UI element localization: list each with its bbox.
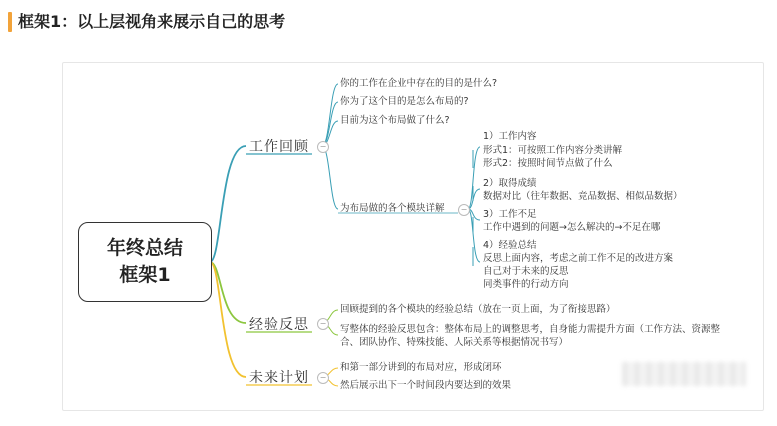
detail-item: 自己对于未来的反思 — [483, 266, 569, 277]
branch-experience-reflection[interactable]: 经验反思 — [249, 317, 309, 333]
detail-item: 形式2：按照时间节点做了什么 — [483, 158, 613, 169]
collapse-icon[interactable]: − — [317, 372, 329, 384]
list-item: 你的工作在企业中存在的目的是什么? — [340, 78, 498, 89]
detail-item: 1）工作内容 — [483, 131, 537, 142]
detail-item: 同类事件的行动方向 — [483, 279, 569, 290]
blurred-watermark — [622, 362, 746, 386]
collapse-icon[interactable]: − — [317, 318, 329, 330]
detail-item: 3）工作不足 — [483, 209, 537, 220]
list-item: 合、团队协作、特殊技能、人际关系等根据情况书写） — [340, 337, 569, 348]
detail-item: 形式1：可按照工作内容分类讲解 — [483, 145, 623, 156]
list-item: 回顾提到的各个模块的经验总结（放在一页上面，为了衔接思路） — [340, 304, 616, 315]
list-item: 写整体的经验反思包含：整体布局上的调整思考，自身能力需提升方面（工作方法、资源整 — [340, 324, 721, 335]
branch-work-review[interactable]: 工作回顾 — [249, 139, 309, 155]
list-item: 和第一部分讲到的布局对应，形成闭环 — [340, 362, 502, 373]
branch-future-plan[interactable]: 未来计划 — [249, 370, 309, 386]
detail-item: 2）取得成绩 — [483, 178, 537, 189]
list-item: 你为了这个目的是怎么布局的? — [340, 96, 469, 107]
list-item: 目前为这个布局做了什么? — [340, 115, 450, 126]
list-item: 为布局做的各个模块详解 — [340, 203, 445, 214]
list-item: 然后展示出下一个时间段内要达到的效果 — [340, 380, 512, 391]
root-label: 年终总结 框架1 — [106, 237, 183, 286]
page-title: 框架1：以上层视角来展示自己的思考 — [18, 12, 286, 31]
collapse-icon[interactable]: − — [458, 204, 470, 216]
detail-item: 数据对比（往年数据、竞品数据、相似品数据） — [483, 191, 683, 202]
collapse-icon[interactable]: − — [317, 141, 329, 153]
detail-item: 4）经验总结 — [483, 240, 537, 251]
detail-item: 工作中遇到的问题→怎么解决的→不足在哪 — [483, 222, 661, 233]
root-node[interactable] — [78, 222, 212, 302]
detail-item: 反思上面内容，考虑之前工作不足的改进方案 — [483, 253, 674, 264]
